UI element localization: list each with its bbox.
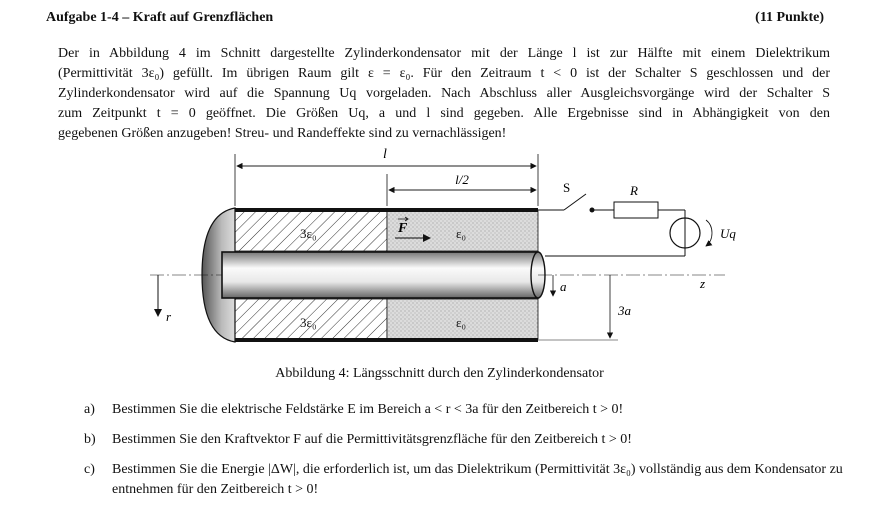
task-intro xyxy=(58,44,830,144)
task-item-c xyxy=(84,460,844,500)
intro-line: Zylinderkondensator wird auf die Spannung Uq vorgeladen. Nach Abschluss aller Ausgleichsvorgänge wird der Schalter S xyxy=(58,86,830,101)
task-points: (11 Punkte) xyxy=(755,10,824,25)
task-list xyxy=(84,400,844,510)
task-header xyxy=(46,10,824,32)
task-item-a xyxy=(84,400,844,420)
resistor xyxy=(614,202,658,218)
label-resistor: R xyxy=(630,183,638,198)
intro-line: Der in Abbildung 4 im Schnitt dargestellte Zylinderkondensator mit der Länge l ist zur Hälfte mit einem Dielektrikum xyxy=(58,46,830,61)
task-text: Bestimmen Sie den Kraftvektor F auf die Permittivitätsgrenzfläche für den Zeitbereich t > 0! xyxy=(112,432,632,447)
inner-conductor xyxy=(222,252,538,298)
label-vacuum-top: ε₀ xyxy=(456,226,466,241)
task-label: c) xyxy=(84,462,95,477)
task-label: b) xyxy=(84,432,96,447)
switch-blade xyxy=(564,194,586,210)
task-text: Bestimmen Sie die Energie |ΔW|, die erforderlich ist, um das Dielektrikum (Permittivität 3ε₀) vollständig aus dem Kondensator zu entnehmen für den Zeitbereich t > 0! xyxy=(112,462,843,497)
label-source: Uq xyxy=(720,226,736,241)
voltage-arrow xyxy=(706,220,712,246)
label-inner-radius: a xyxy=(560,279,567,294)
label-r-axis: r xyxy=(166,309,172,324)
label-dielectric-top: 3ε₀ xyxy=(300,226,317,241)
label-half-length: l/2 xyxy=(455,172,469,187)
label-z-axis: z xyxy=(700,276,706,291)
task-label: a) xyxy=(84,402,95,417)
label-switch: S xyxy=(563,180,571,195)
label-outer-radius: 3a xyxy=(618,303,631,318)
task-title: Aufgabe 1-4 – Kraft auf Grenzflächen xyxy=(46,10,274,25)
label-vacuum-bottom: ε₀ xyxy=(456,315,466,330)
figure-caption: Abbildung 4: Längsschnitt durch den Zylinderkondensator xyxy=(275,366,604,381)
label-dielectric-bottom: 3ε₀ xyxy=(300,315,317,330)
task-item-b xyxy=(84,430,844,450)
intro-line: (Permittivität 3ε₀) gefüllt. Im übrigen Raum gilt ε = ε₀. Für den Zeitraum t < 0 ist der Schalter S geschlossen und der xyxy=(58,66,830,81)
label-length: l xyxy=(383,147,387,162)
label-force: F xyxy=(398,221,408,236)
intro-line: gegebenen Größen anzugeben! Streu- und Randeffekte sind zu vernachlässigen! xyxy=(58,126,507,141)
capacitor-figure xyxy=(140,146,740,358)
task-text: Bestimmen Sie die elektrische Feldstärke E im Bereich a < r < 3a für den Zeitbereich t > 0! xyxy=(112,402,624,417)
intro-line: zum Zeitpunkt t = 0 geöffnet. Die Größen Uq, a und l sind gegeben. Alle Ergebnisse sind in Abhängigkeit von den xyxy=(58,106,830,121)
